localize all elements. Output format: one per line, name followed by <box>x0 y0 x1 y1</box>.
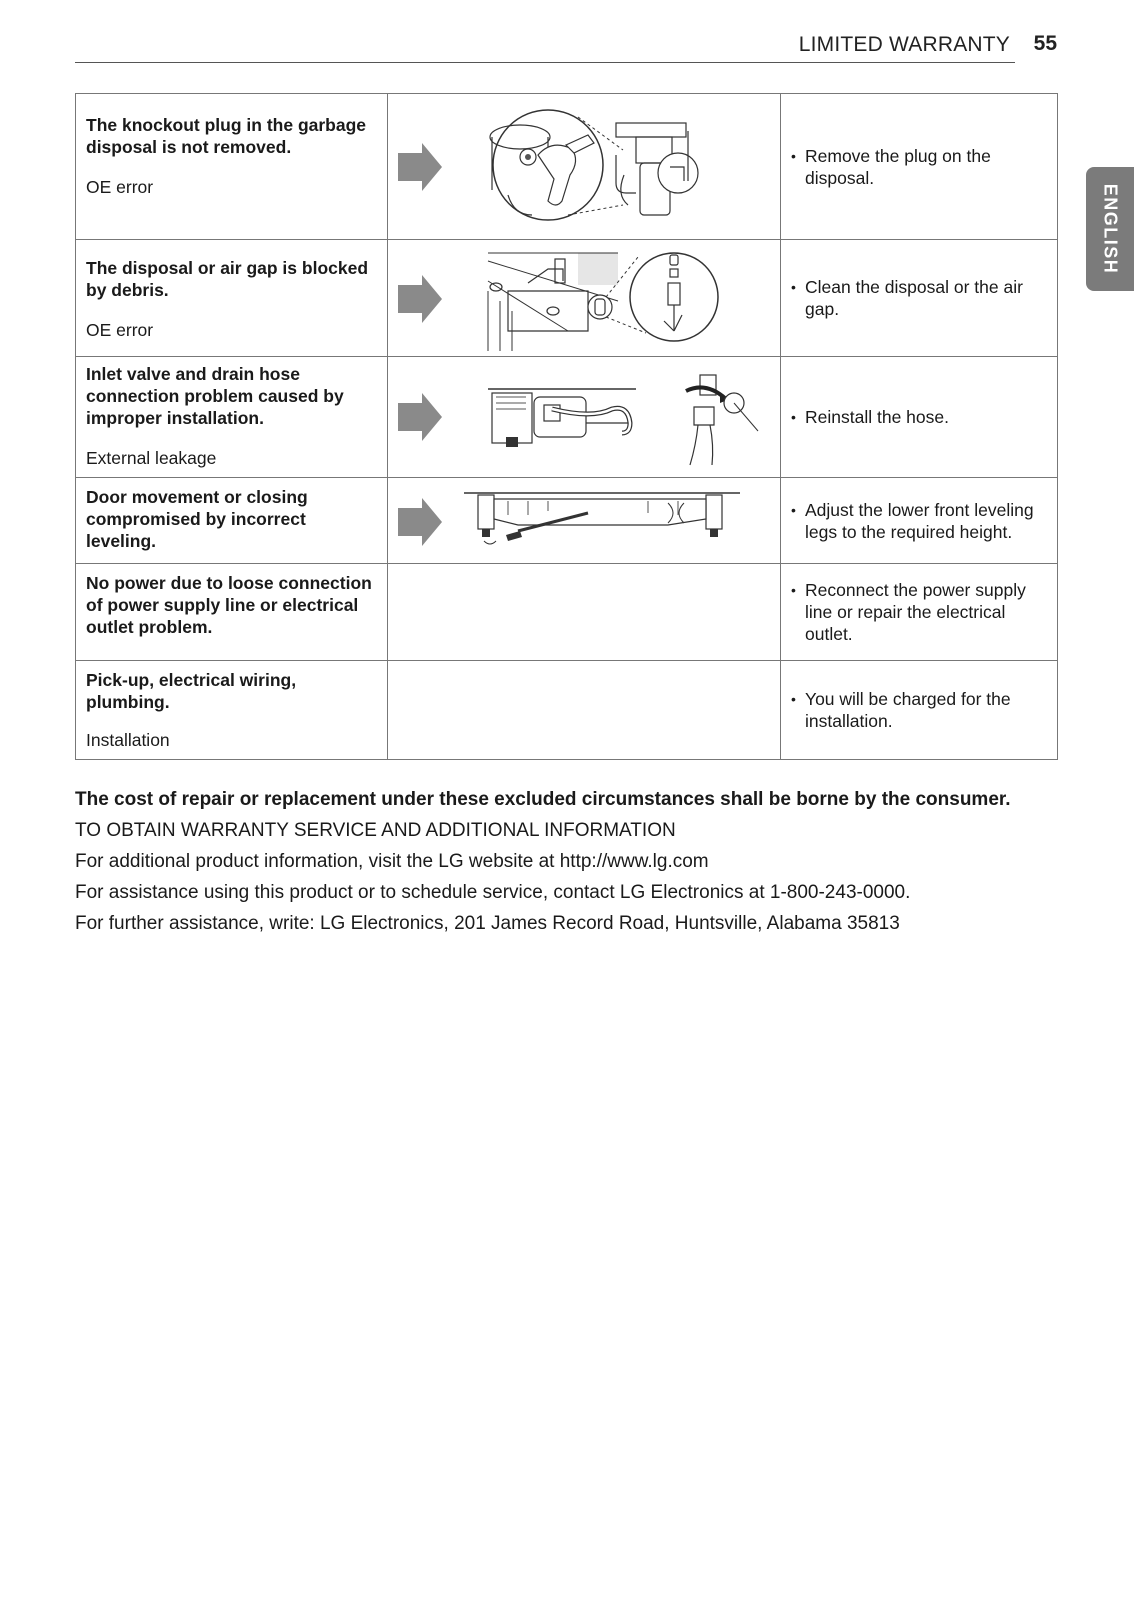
cost-notice: The cost of repair or replacement under these excluded circumstances shall be borne by the consumer. <box>75 789 1011 810</box>
remedy-cell <box>781 94 1058 240</box>
illustration-cell <box>388 478 781 564</box>
cause-note: OE error <box>86 177 154 197</box>
illustration-cell <box>388 94 781 240</box>
air-gap-illustration <box>388 241 778 356</box>
header-title: LIMITED WARRANTY <box>798 33 1010 56</box>
remedy-cell <box>781 478 1058 564</box>
bullet-icon: • <box>791 279 796 295</box>
remedy-text: You will be charged for the installation. <box>805 689 1011 731</box>
remedy-text: Adjust the lower front leveling legs to the required height. <box>805 499 1034 542</box>
table-row <box>76 661 1058 760</box>
bullet-icon: • <box>791 501 796 518</box>
leveling-legs-illustration <box>388 479 778 563</box>
arrow-right-icon <box>398 393 442 441</box>
remedy-text: Reinstall the hose. <box>805 407 949 427</box>
service-heading: TO OBTAIN WARRANTY SERVICE AND ADDITIONAL INFORMATION <box>75 820 676 841</box>
language-tab <box>1086 167 1134 291</box>
remedy-cell <box>781 564 1058 661</box>
table-row <box>76 478 1058 564</box>
cause-title: Inlet valve and drain hose connection problem caused by improper installation. <box>86 364 344 428</box>
remedy-text: Remove the plug on the disposal. <box>805 145 991 188</box>
arrow-right-icon <box>398 143 442 191</box>
cause-title: Pick-up, electrical wiring, plumbing. <box>86 670 297 712</box>
cause-note: OE error <box>86 320 154 340</box>
table-row <box>76 240 1058 357</box>
arrow-right-icon <box>398 275 442 323</box>
illustration-cell <box>388 357 781 478</box>
remedy-item <box>791 499 1047 543</box>
cause-title: Door movement or closing compromised by incorrect leveling. <box>86 487 308 551</box>
header-divider <box>75 62 1015 63</box>
cause-cell <box>76 478 388 564</box>
bullet-icon: • <box>791 409 796 425</box>
remedy-item <box>791 276 1047 320</box>
illustration-cell-empty <box>388 661 781 760</box>
remedy-text: Reconnect the power supply line or repair the electrical outlet. <box>805 580 1026 644</box>
address-line: For further assistance, write: LG Electronics, 201 James Record Road, Huntsville, Alabama 35813 <box>75 913 900 934</box>
illustration-cell-empty <box>388 564 781 661</box>
page-number: 55 <box>1033 32 1057 55</box>
bullet-icon: • <box>791 691 796 707</box>
remedy-item <box>791 406 1047 428</box>
cause-cell <box>76 240 388 357</box>
remedy-cell <box>781 240 1058 357</box>
exclusions-table <box>75 93 1058 760</box>
remedy-text: Clean the disposal or the air gap. <box>805 277 1023 319</box>
cause-title: No power due to loose connection of power supply line or electrical outlet problem. <box>86 573 372 637</box>
bullet-icon: • <box>791 147 796 164</box>
cause-title: The knockout plug in the garbage disposal is not removed. <box>86 115 367 157</box>
cause-cell <box>76 564 388 661</box>
language-tab-label: ENGLISH <box>1100 183 1121 275</box>
cause-title: The disposal or air gap is blocked by debris. <box>86 258 369 300</box>
cause-cell <box>76 94 388 240</box>
hose-connection-illustration <box>388 361 778 474</box>
cause-note: Installation <box>86 730 170 750</box>
table-row <box>76 94 1058 240</box>
table-row <box>76 357 1058 478</box>
remedy-item <box>791 579 1047 645</box>
website-line: For additional product information, visit the LG website at http://www.lg.com <box>75 851 709 872</box>
cause-note: External leakage <box>86 448 217 468</box>
bullet-icon: • <box>791 582 796 598</box>
phone-line: For assistance using this product or to schedule service, contact LG Electronics at 1-800-243-0000. <box>75 882 911 903</box>
remedy-cell <box>781 357 1058 478</box>
page-header <box>75 28 1057 64</box>
remedy-item <box>791 145 1047 189</box>
warranty-footer <box>75 784 1075 939</box>
illustration-cell <box>388 240 781 357</box>
cause-cell <box>76 661 388 760</box>
arrow-right-icon <box>398 498 442 546</box>
remedy-item <box>791 688 1047 732</box>
remedy-cell <box>781 661 1058 760</box>
cause-cell <box>76 357 388 478</box>
garbage-disposal-plug-illustration <box>388 95 778 239</box>
table-row <box>76 564 1058 661</box>
